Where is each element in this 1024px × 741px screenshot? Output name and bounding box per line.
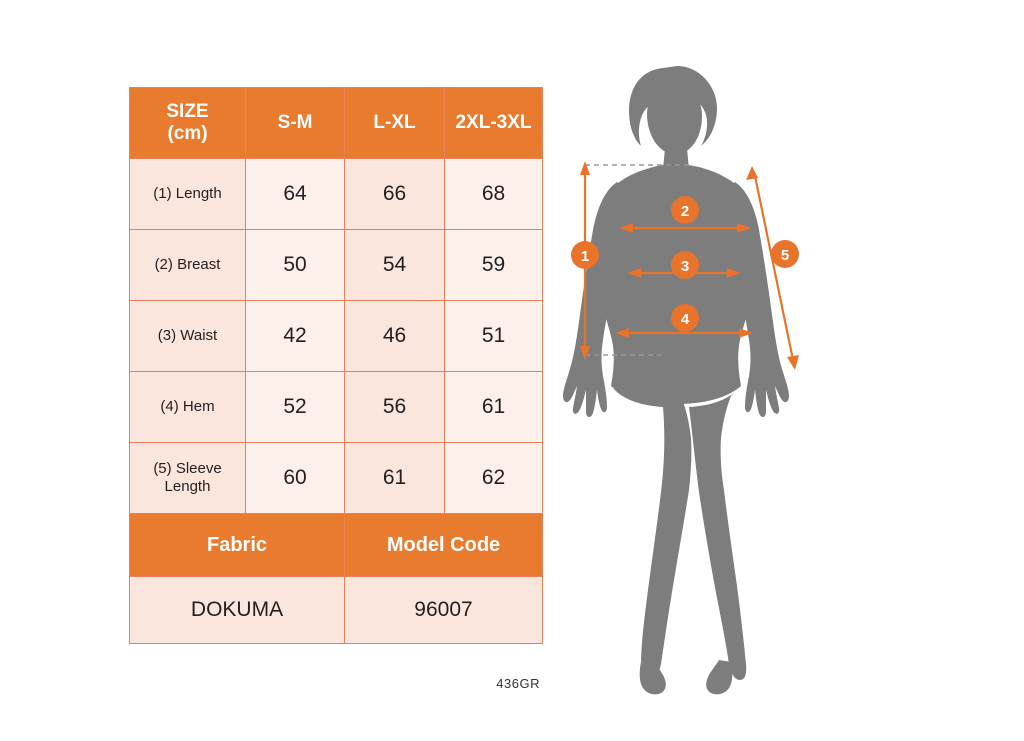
table-subheader-row	[130, 514, 543, 577]
cell-breast-lxl: 54	[345, 230, 445, 301]
cell-waist-sm: 42	[246, 301, 345, 372]
header-size-unit: (cm)	[167, 123, 208, 144]
badge-1	[571, 241, 599, 269]
female-silhouette-icon	[563, 66, 789, 694]
fabric-value: DOKUMA	[130, 577, 345, 644]
cell-hem-lxl: 56	[345, 372, 445, 443]
badge-4	[671, 304, 699, 332]
model-code-header: Model Code	[345, 514, 543, 577]
row-label-sleeve-length: (5) Sleeve Length	[130, 443, 246, 514]
cell-breast-2xl3xl: 59	[445, 230, 543, 301]
table-row	[130, 230, 543, 301]
badge-5	[771, 240, 799, 268]
cell-hem-sm: 52	[246, 372, 345, 443]
row-label-length: (1) Length	[130, 159, 246, 230]
row-label-breast: (2) Breast	[130, 230, 246, 301]
table-row	[130, 443, 543, 514]
size-table-container	[129, 87, 540, 644]
cell-sleeve-lxl: 61	[345, 443, 445, 514]
table-row	[130, 301, 543, 372]
table-header-row	[130, 88, 543, 159]
table-row	[130, 372, 543, 443]
cell-sleeve-sm: 60	[246, 443, 345, 514]
header-col-lxl: L-XL	[345, 88, 445, 159]
row-label-hem: (4) Hem	[130, 372, 246, 443]
badge-4-label: 4	[680, 311, 690, 328]
badge-2-label: 2	[680, 203, 690, 220]
cell-length-sm: 64	[246, 159, 345, 230]
table-row	[130, 159, 543, 230]
model-code-value: 96007	[345, 577, 543, 644]
cell-length-lxl: 66	[345, 159, 445, 230]
cell-breast-sm: 50	[246, 230, 345, 301]
badge-3	[671, 251, 699, 279]
cell-hem-2xl3xl: 61	[445, 372, 543, 443]
badge-1-label: 1	[580, 248, 590, 265]
table-footer-row	[130, 577, 543, 644]
cell-waist-lxl: 46	[345, 301, 445, 372]
row-label-waist: (3) Waist	[130, 301, 246, 372]
fabric-header: Fabric	[130, 514, 345, 577]
header-col-sm: S-M	[246, 88, 345, 159]
badge-5-label: 5	[780, 247, 790, 264]
badge-3-label: 3	[680, 258, 690, 275]
size-table	[129, 87, 543, 644]
reference-code-note: 436GR	[496, 676, 540, 691]
cell-waist-2xl3xl: 51	[445, 301, 543, 372]
measurement-figure	[545, 30, 965, 720]
cell-length-2xl3xl: 68	[445, 159, 543, 230]
badge-2	[671, 196, 699, 224]
cell-sleeve-2xl3xl: 62	[445, 443, 543, 514]
header-size-cell	[130, 88, 246, 159]
header-size-label: SIZE	[166, 101, 209, 123]
header-col-2xl3xl: 2XL-3XL	[445, 88, 543, 159]
